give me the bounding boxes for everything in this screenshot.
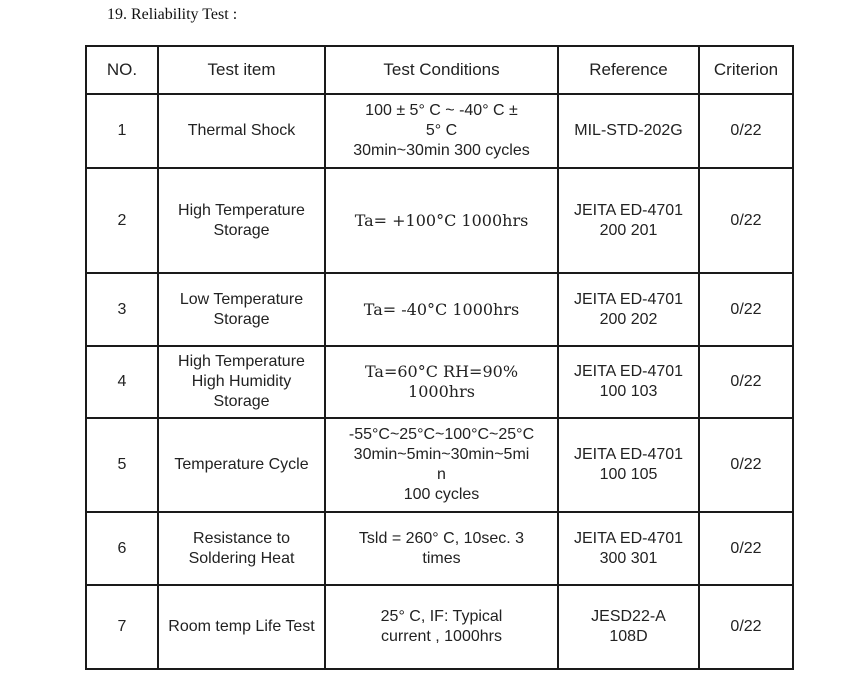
row-reference: JESD22-A 108D — [558, 585, 699, 669]
table-row — [86, 512, 793, 585]
row-reference: JEITA ED-4701 200 201 — [558, 168, 699, 273]
row-criterion: 0/22 — [699, 94, 793, 168]
row-test-conditions: Ta= +100°C 1000hrs — [325, 168, 558, 273]
header-no: NO. — [86, 46, 158, 94]
table-row — [86, 585, 793, 669]
row-criterion: 0/22 — [699, 512, 793, 585]
row-test-item: Room temp Life Test — [158, 585, 325, 669]
row-test-item: Thermal Shock — [158, 94, 325, 168]
header-test-item: Test item — [158, 46, 325, 94]
row-no: 4 — [86, 346, 158, 418]
row-test-item: High Temperature Storage — [158, 168, 325, 273]
row-criterion: 0/22 — [699, 273, 793, 346]
table-row — [86, 418, 793, 512]
row-test-item: Low Temperature Storage — [158, 273, 325, 346]
table-row — [86, 273, 793, 346]
section-title: 19. Reliability Test : — [107, 6, 238, 23]
row-test-conditions: -55°C~25°C~100°C~25°C 30min~5min~30min~5mi n 100 cycles — [325, 418, 558, 512]
row-no: 6 — [86, 512, 158, 585]
table-row — [86, 346, 793, 418]
row-test-item: Resistance to Soldering Heat — [158, 512, 325, 585]
row-reference: JEITA ED-4701 300 301 — [558, 512, 699, 585]
row-no: 2 — [86, 168, 158, 273]
row-test-conditions: Tsld = 260° C, 10sec. 3 times — [325, 512, 558, 585]
reliability-test-table — [85, 45, 794, 670]
row-reference: JEITA ED-4701 100 103 — [558, 346, 699, 418]
table-header-row — [86, 46, 793, 94]
row-no: 3 — [86, 273, 158, 346]
header-test-conditions: Test Conditions — [325, 46, 558, 94]
header-criterion: Criterion — [699, 46, 793, 94]
table-row — [86, 94, 793, 168]
row-reference: JEITA ED-4701 100 105 — [558, 418, 699, 512]
row-criterion: 0/22 — [699, 168, 793, 273]
row-test-conditions: Ta= -40°C 1000hrs — [325, 273, 558, 346]
row-criterion: 0/22 — [699, 585, 793, 669]
header-reference: Reference — [558, 46, 699, 94]
row-no: 1 — [86, 94, 158, 168]
row-test-conditions: 25° C, IF: Typical current , 1000hrs — [325, 585, 558, 669]
table-row — [86, 168, 793, 273]
row-no: 5 — [86, 418, 158, 512]
row-no: 7 — [86, 585, 158, 669]
row-criterion: 0/22 — [699, 346, 793, 418]
row-test-conditions: Ta=60°C RH=90% 1000hrs — [325, 346, 558, 418]
row-test-conditions: 100 ± 5° C ~ -40° C ± 5° C 30min~30min 300 cycles — [325, 94, 558, 168]
row-test-item: High Temperature High Humidity Storage — [158, 346, 325, 418]
row-test-item: Temperature Cycle — [158, 418, 325, 512]
row-criterion: 0/22 — [699, 418, 793, 512]
row-reference: MIL-STD-202G — [558, 94, 699, 168]
row-reference: JEITA ED-4701 200 202 — [558, 273, 699, 346]
